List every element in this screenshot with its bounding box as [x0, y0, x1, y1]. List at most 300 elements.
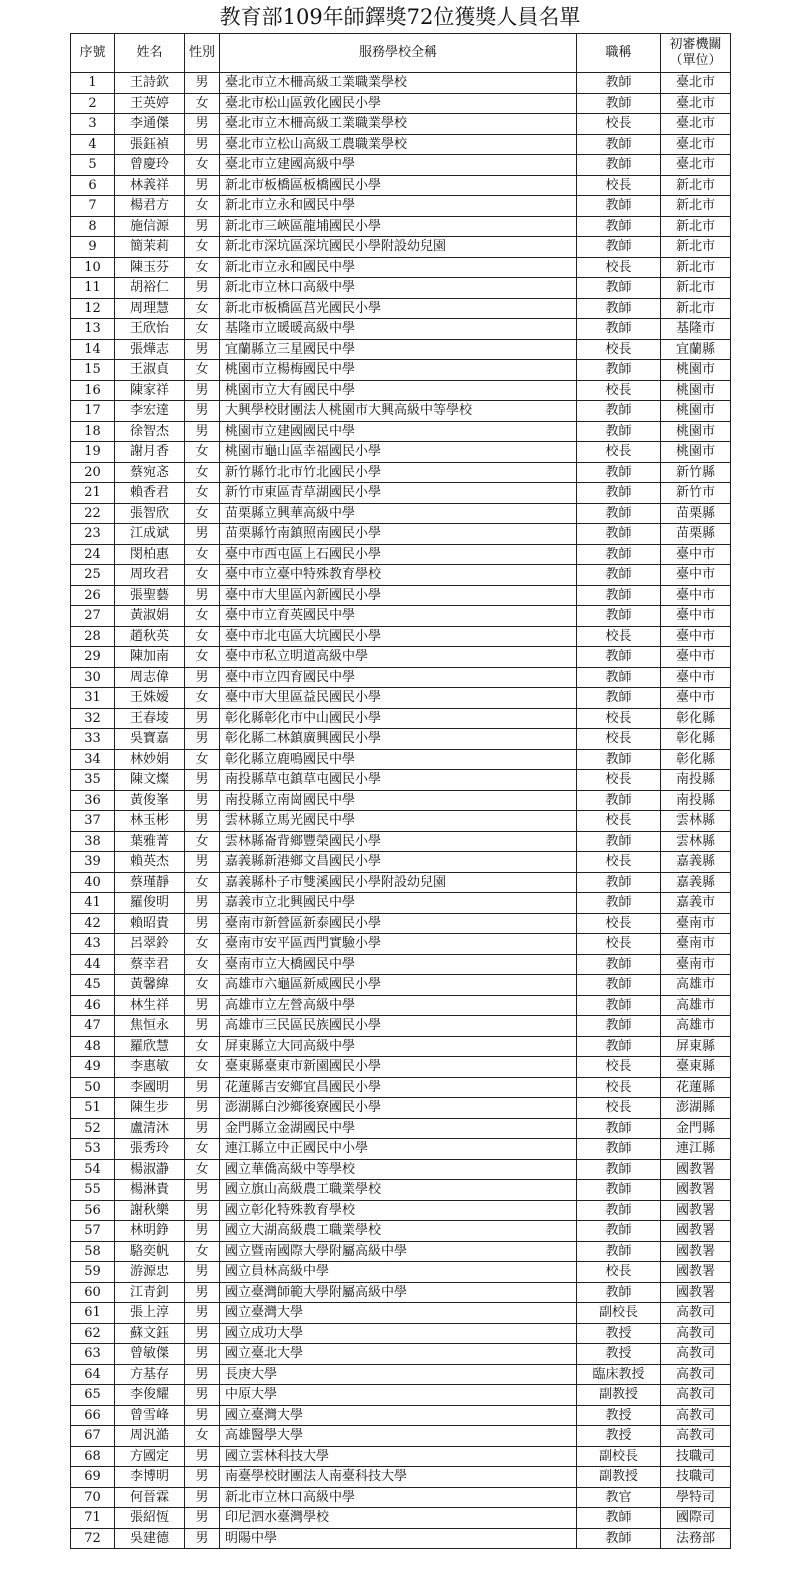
table-row [71, 1057, 731, 1078]
table-row [71, 1200, 731, 1221]
cell-org: 國教署 [661, 1159, 731, 1180]
cell-sex: 男 [185, 913, 220, 934]
cell-org: 臺北市 [661, 155, 731, 176]
cell-sex: 女 [185, 1057, 220, 1078]
cell-title: 校長 [577, 934, 661, 955]
cell-org: 新北市 [661, 237, 731, 258]
cell-name: 周汎澔 [115, 1426, 185, 1447]
table-row [71, 1364, 731, 1385]
cell-sex: 女 [185, 626, 220, 647]
cell-title: 教師 [577, 831, 661, 852]
cell-no: 39 [71, 852, 115, 873]
table-row [71, 626, 731, 647]
cell-school: 新北市板橋區莒光國民小學 [220, 298, 577, 319]
cell-sex: 男 [185, 1323, 220, 1344]
cell-no: 66 [71, 1405, 115, 1426]
cell-title: 副教授 [577, 1385, 661, 1406]
cell-title: 校長 [577, 626, 661, 647]
cell-sex: 男 [185, 1508, 220, 1529]
cell-title: 教師 [577, 503, 661, 524]
cell-sex: 男 [185, 1487, 220, 1508]
cell-org: 新竹縣 [661, 462, 731, 483]
cell-school: 中原大學 [220, 1385, 577, 1406]
cell-name: 呂翠鈴 [115, 934, 185, 955]
table-row [71, 893, 731, 914]
cell-no: 42 [71, 913, 115, 934]
cell-sex: 女 [185, 1241, 220, 1262]
cell-school: 臺北市立松山高級工農職業學校 [220, 134, 577, 155]
cell-no: 62 [71, 1323, 115, 1344]
cell-no: 27 [71, 606, 115, 627]
table-row [71, 1323, 731, 1344]
cell-name: 駱奕帆 [115, 1241, 185, 1262]
cell-school: 臺中市立育英國民中學 [220, 606, 577, 627]
cell-title: 校長 [577, 380, 661, 401]
table-row [71, 544, 731, 565]
table-row [71, 1139, 731, 1160]
cell-title: 教師 [577, 893, 661, 914]
cell-org: 臺北市 [661, 93, 731, 114]
cell-name: 王欣怡 [115, 319, 185, 340]
cell-title: 教師 [577, 1282, 661, 1303]
cell-name: 張聖藝 [115, 585, 185, 606]
cell-name: 曾雪峰 [115, 1405, 185, 1426]
cell-no: 25 [71, 565, 115, 586]
cell-school: 新竹市東區青草湖國民小學 [220, 483, 577, 504]
cell-name: 蔡瑾靜 [115, 872, 185, 893]
cell-sex: 男 [185, 708, 220, 729]
cell-title: 教師 [577, 606, 661, 627]
cell-sex: 男 [185, 1200, 220, 1221]
cell-title: 副教授 [577, 1467, 661, 1488]
cell-no: 20 [71, 462, 115, 483]
cell-sex: 男 [185, 1303, 220, 1324]
cell-title: 教授 [577, 1426, 661, 1447]
cell-org: 臺中市 [661, 626, 731, 647]
cell-no: 44 [71, 954, 115, 975]
cell-sex: 男 [185, 114, 220, 135]
cell-no: 13 [71, 319, 115, 340]
cell-school: 臺中市西屯區上石國民小學 [220, 544, 577, 565]
cell-sex: 女 [185, 1426, 220, 1447]
cell-org: 南投縣 [661, 770, 731, 791]
table-row [71, 1344, 731, 1365]
cell-name: 李博明 [115, 1467, 185, 1488]
cell-name: 羅俊明 [115, 893, 185, 914]
cell-title: 教師 [577, 565, 661, 586]
cell-name: 張紹恆 [115, 1508, 185, 1529]
cell-no: 47 [71, 1016, 115, 1037]
cell-title: 教師 [577, 749, 661, 770]
cell-sex: 男 [185, 380, 220, 401]
cell-title: 教師 [577, 1180, 661, 1201]
cell-title: 教師 [577, 872, 661, 893]
cell-title: 教師 [577, 1508, 661, 1529]
cell-name: 李通傑 [115, 114, 185, 135]
awardee-table [70, 33, 731, 1549]
cell-name: 陳文燦 [115, 770, 185, 791]
cell-title: 教師 [577, 1200, 661, 1221]
cell-name: 趙秋英 [115, 626, 185, 647]
cell-name: 張智欣 [115, 503, 185, 524]
cell-school: 花蓮縣吉安鄉宜昌國民小學 [220, 1077, 577, 1098]
cell-school: 臺北市立木柵高級工業職業學校 [220, 114, 577, 135]
cell-sex: 女 [185, 93, 220, 114]
cell-no: 48 [71, 1036, 115, 1057]
cell-name: 張秀玲 [115, 1139, 185, 1160]
cell-org: 嘉義縣 [661, 872, 731, 893]
cell-title: 教官 [577, 1487, 661, 1508]
cell-org: 臺中市 [661, 544, 731, 565]
table-row [71, 729, 731, 750]
cell-no: 21 [71, 483, 115, 504]
cell-org: 雲林縣 [661, 811, 731, 832]
cell-no: 45 [71, 975, 115, 996]
cell-org: 新北市 [661, 216, 731, 237]
table-row [71, 585, 731, 606]
cell-no: 51 [71, 1098, 115, 1119]
cell-no: 15 [71, 360, 115, 381]
cell-no: 11 [71, 278, 115, 299]
cell-name: 徐智杰 [115, 421, 185, 442]
cell-org: 國教署 [661, 1241, 731, 1262]
cell-org: 臺北市 [661, 134, 731, 155]
cell-name: 謝秋樂 [115, 1200, 185, 1221]
table-row [71, 708, 731, 729]
cell-sex: 男 [185, 1282, 220, 1303]
cell-org: 彰化縣 [661, 708, 731, 729]
cell-org: 桃園市 [661, 442, 731, 463]
cell-org: 技職司 [661, 1446, 731, 1467]
table-row [71, 257, 731, 278]
cell-sex: 男 [185, 729, 220, 750]
cell-title: 副校長 [577, 1446, 661, 1467]
cell-sex: 男 [185, 585, 220, 606]
table-row [71, 524, 731, 545]
cell-sex: 男 [185, 1467, 220, 1488]
cell-title: 教師 [577, 1159, 661, 1180]
cell-name: 楊淋貴 [115, 1180, 185, 1201]
table-row [71, 1036, 731, 1057]
cell-no: 10 [71, 257, 115, 278]
table-row [71, 237, 731, 258]
cell-no: 60 [71, 1282, 115, 1303]
cell-school: 臺南市立大橋國民中學 [220, 954, 577, 975]
table-row [71, 647, 731, 668]
cell-school: 桃園市立建國國民中學 [220, 421, 577, 442]
cell-school: 新北市板橋區板橋國民小學 [220, 175, 577, 196]
cell-no: 34 [71, 749, 115, 770]
table-row [71, 503, 731, 524]
cell-name: 張鈺禎 [115, 134, 185, 155]
cell-name: 曾慶玲 [115, 155, 185, 176]
cell-org: 新北市 [661, 196, 731, 217]
cell-no: 31 [71, 688, 115, 709]
cell-school: 國立旗山高級農工職業學校 [220, 1180, 577, 1201]
cell-org: 澎湖縣 [661, 1098, 731, 1119]
table-row [71, 1077, 731, 1098]
cell-school: 嘉義縣朴子市雙溪國民小學附設幼兒園 [220, 872, 577, 893]
table-row [71, 1241, 731, 1262]
cell-title: 教師 [577, 483, 661, 504]
cell-name: 蘇文鈺 [115, 1323, 185, 1344]
cell-no: 12 [71, 298, 115, 319]
cell-org: 花蓮縣 [661, 1077, 731, 1098]
cell-school: 國立臺灣師範大學附屬高級中學 [220, 1282, 577, 1303]
cell-sex: 女 [185, 872, 220, 893]
cell-org: 彰化縣 [661, 729, 731, 750]
cell-org: 桃園市 [661, 401, 731, 422]
cell-title: 教師 [577, 196, 661, 217]
cell-school: 新北市三峽區龍埔國民小學 [220, 216, 577, 237]
cell-school: 國立暨南國際大學附屬高級中學 [220, 1241, 577, 1262]
cell-name: 謝月香 [115, 442, 185, 463]
cell-school: 基隆市立暖暖高級中學 [220, 319, 577, 340]
cell-school: 臺中市立四育國民中學 [220, 667, 577, 688]
cell-school: 南投縣立南崗國民中學 [220, 790, 577, 811]
cell-no: 23 [71, 524, 115, 545]
table-row [71, 401, 731, 422]
cell-title: 校長 [577, 913, 661, 934]
cell-org: 高教司 [661, 1364, 731, 1385]
cell-title: 教師 [577, 319, 661, 340]
cell-title: 教授 [577, 1405, 661, 1426]
table-row [71, 1405, 731, 1426]
header-row [71, 34, 731, 73]
cell-org: 桃園市 [661, 360, 731, 381]
cell-sex: 男 [185, 339, 220, 360]
cell-org: 高教司 [661, 1385, 731, 1406]
cell-org: 嘉義縣 [661, 852, 731, 873]
cell-school: 國立成功大學 [220, 1323, 577, 1344]
cell-no: 7 [71, 196, 115, 217]
cell-name: 陳家祥 [115, 380, 185, 401]
cell-title: 教師 [577, 134, 661, 155]
cell-school: 臺中市立臺中特殊教育學校 [220, 565, 577, 586]
cell-school: 高雄市三民區民族國民小學 [220, 1016, 577, 1037]
table-row [71, 278, 731, 299]
cell-sex: 女 [185, 237, 220, 258]
cell-sex: 女 [185, 1036, 220, 1057]
cell-sex: 男 [185, 852, 220, 873]
cell-no: 68 [71, 1446, 115, 1467]
cell-name: 江成斌 [115, 524, 185, 545]
table-row [71, 483, 731, 504]
cell-title: 校長 [577, 852, 661, 873]
cell-sex: 男 [185, 216, 220, 237]
cell-no: 65 [71, 1385, 115, 1406]
cell-no: 6 [71, 175, 115, 196]
cell-org: 國教署 [661, 1200, 731, 1221]
cell-sex: 女 [185, 257, 220, 278]
cell-sex: 女 [185, 298, 220, 319]
cell-org: 臺南市 [661, 934, 731, 955]
cell-school: 印尼泗水臺灣學校 [220, 1508, 577, 1529]
cell-title: 教師 [577, 421, 661, 442]
cell-sex: 女 [185, 749, 220, 770]
table-row [71, 606, 731, 627]
cell-title: 校長 [577, 1057, 661, 1078]
cell-school: 國立大湖高級農工職業學校 [220, 1221, 577, 1242]
table-row [71, 442, 731, 463]
cell-title: 教師 [577, 995, 661, 1016]
table-row [71, 852, 731, 873]
table-row [71, 831, 731, 852]
cell-school: 雲林縣立馬光國民中學 [220, 811, 577, 832]
table-row [71, 688, 731, 709]
table-row [71, 749, 731, 770]
cell-org: 高教司 [661, 1344, 731, 1365]
cell-no: 57 [71, 1221, 115, 1242]
cell-school: 屏東縣立大同高級中學 [220, 1036, 577, 1057]
cell-org: 高雄市 [661, 975, 731, 996]
cell-org: 臺中市 [661, 585, 731, 606]
cell-no: 18 [71, 421, 115, 442]
cell-title: 臨床教授 [577, 1364, 661, 1385]
cell-org: 技職司 [661, 1467, 731, 1488]
cell-org: 南投縣 [661, 790, 731, 811]
cell-name: 何晉霖 [115, 1487, 185, 1508]
cell-name: 林生祥 [115, 995, 185, 1016]
page-title: 教育部109年師鐸獎72位獲獎人員名單 [219, 5, 581, 29]
cell-sex: 男 [185, 790, 220, 811]
cell-school: 南投縣草屯鎮草屯國民小學 [220, 770, 577, 791]
cell-school: 高雄市六龜區新威國民小學 [220, 975, 577, 996]
cell-org: 苗栗縣 [661, 503, 731, 524]
table-row [71, 134, 731, 155]
cell-org: 新竹市 [661, 483, 731, 504]
cell-no: 38 [71, 831, 115, 852]
cell-title: 教師 [577, 73, 661, 94]
table-row [71, 175, 731, 196]
cell-org: 桃園市 [661, 421, 731, 442]
cell-no: 35 [71, 770, 115, 791]
cell-name: 林明錚 [115, 1221, 185, 1242]
cell-no: 26 [71, 585, 115, 606]
cell-title: 教師 [577, 1241, 661, 1262]
cell-org: 高教司 [661, 1405, 731, 1426]
cell-sex: 男 [185, 401, 220, 422]
table-row [71, 1303, 731, 1324]
cell-sex: 男 [185, 1262, 220, 1283]
cell-title: 教師 [577, 688, 661, 709]
cell-org: 高教司 [661, 1426, 731, 1447]
table-row [71, 954, 731, 975]
cell-sex: 男 [185, 1364, 220, 1385]
cell-title: 校長 [577, 811, 661, 832]
cell-org: 基隆市 [661, 319, 731, 340]
cell-name: 李國明 [115, 1077, 185, 1098]
cell-school: 宜蘭縣立三星國民中學 [220, 339, 577, 360]
table-row [71, 1180, 731, 1201]
cell-title: 教師 [577, 975, 661, 996]
cell-title: 校長 [577, 257, 661, 278]
header-org [661, 34, 731, 73]
cell-no: 19 [71, 442, 115, 463]
cell-sex: 男 [185, 893, 220, 914]
cell-sex: 男 [185, 73, 220, 94]
table-row [71, 975, 731, 996]
cell-no: 3 [71, 114, 115, 135]
cell-name: 羅欣慧 [115, 1036, 185, 1057]
cell-school: 新北市立林口高級中學 [220, 278, 577, 299]
cell-name: 林玉彬 [115, 811, 185, 832]
table-row [71, 1282, 731, 1303]
cell-title: 教師 [577, 667, 661, 688]
header-org-line2: （單位） [669, 53, 722, 68]
cell-sex: 男 [185, 1528, 220, 1549]
cell-org: 桃園市 [661, 380, 731, 401]
cell-school: 長庚大學 [220, 1364, 577, 1385]
cell-school: 明陽中學 [220, 1528, 577, 1549]
cell-name: 王姝嫒 [115, 688, 185, 709]
cell-no: 71 [71, 1508, 115, 1529]
table-row [71, 1467, 731, 1488]
cell-title: 教師 [577, 544, 661, 565]
cell-name: 盧清沐 [115, 1118, 185, 1139]
cell-org: 嘉義市 [661, 893, 731, 914]
cell-sex: 男 [185, 278, 220, 299]
table-row [71, 1508, 731, 1529]
cell-name: 曾敏傑 [115, 1344, 185, 1365]
cell-sex: 男 [185, 770, 220, 791]
cell-no: 46 [71, 995, 115, 1016]
table-row [71, 1487, 731, 1508]
cell-name: 李惠敏 [115, 1057, 185, 1078]
cell-sex: 女 [185, 360, 220, 381]
cell-sex: 女 [185, 196, 220, 217]
cell-school: 國立雲林科技大學 [220, 1446, 577, 1467]
cell-title: 教師 [577, 278, 661, 299]
cell-name: 林義祥 [115, 175, 185, 196]
table-row [71, 1262, 731, 1283]
cell-sex: 女 [185, 155, 220, 176]
cell-sex: 女 [185, 544, 220, 565]
cell-school: 臺東縣臺東市新園國民小學 [220, 1057, 577, 1078]
cell-title: 校長 [577, 1262, 661, 1283]
cell-no: 32 [71, 708, 115, 729]
cell-no: 2 [71, 93, 115, 114]
cell-name: 陳玉芬 [115, 257, 185, 278]
cell-org: 彰化縣 [661, 749, 731, 770]
cell-sex: 男 [185, 1118, 220, 1139]
cell-org: 臺北市 [661, 114, 731, 135]
table-row [71, 565, 731, 586]
cell-org: 國教署 [661, 1221, 731, 1242]
cell-sex: 男 [185, 1180, 220, 1201]
cell-sex: 男 [185, 1344, 220, 1365]
cell-school: 臺中市北屯區大坑國民小學 [220, 626, 577, 647]
cell-school: 新北市立林口高級中學 [220, 1487, 577, 1508]
table-row [71, 770, 731, 791]
cell-no: 50 [71, 1077, 115, 1098]
cell-sex: 女 [185, 831, 220, 852]
cell-name: 李宏達 [115, 401, 185, 422]
cell-no: 14 [71, 339, 115, 360]
cell-school: 苗栗縣竹南鎮照南國民小學 [220, 524, 577, 545]
cell-sex: 男 [185, 1077, 220, 1098]
cell-school: 彰化縣立鹿鳴國民中學 [220, 749, 577, 770]
table-row [71, 319, 731, 340]
cell-title: 教師 [577, 298, 661, 319]
cell-title: 校長 [577, 442, 661, 463]
cell-school: 國立臺灣大學 [220, 1303, 577, 1324]
cell-org: 國教署 [661, 1262, 731, 1283]
cell-name: 王詩欽 [115, 73, 185, 94]
cell-name: 葉雅菁 [115, 831, 185, 852]
cell-name: 陳生步 [115, 1098, 185, 1119]
cell-title: 教師 [577, 954, 661, 975]
